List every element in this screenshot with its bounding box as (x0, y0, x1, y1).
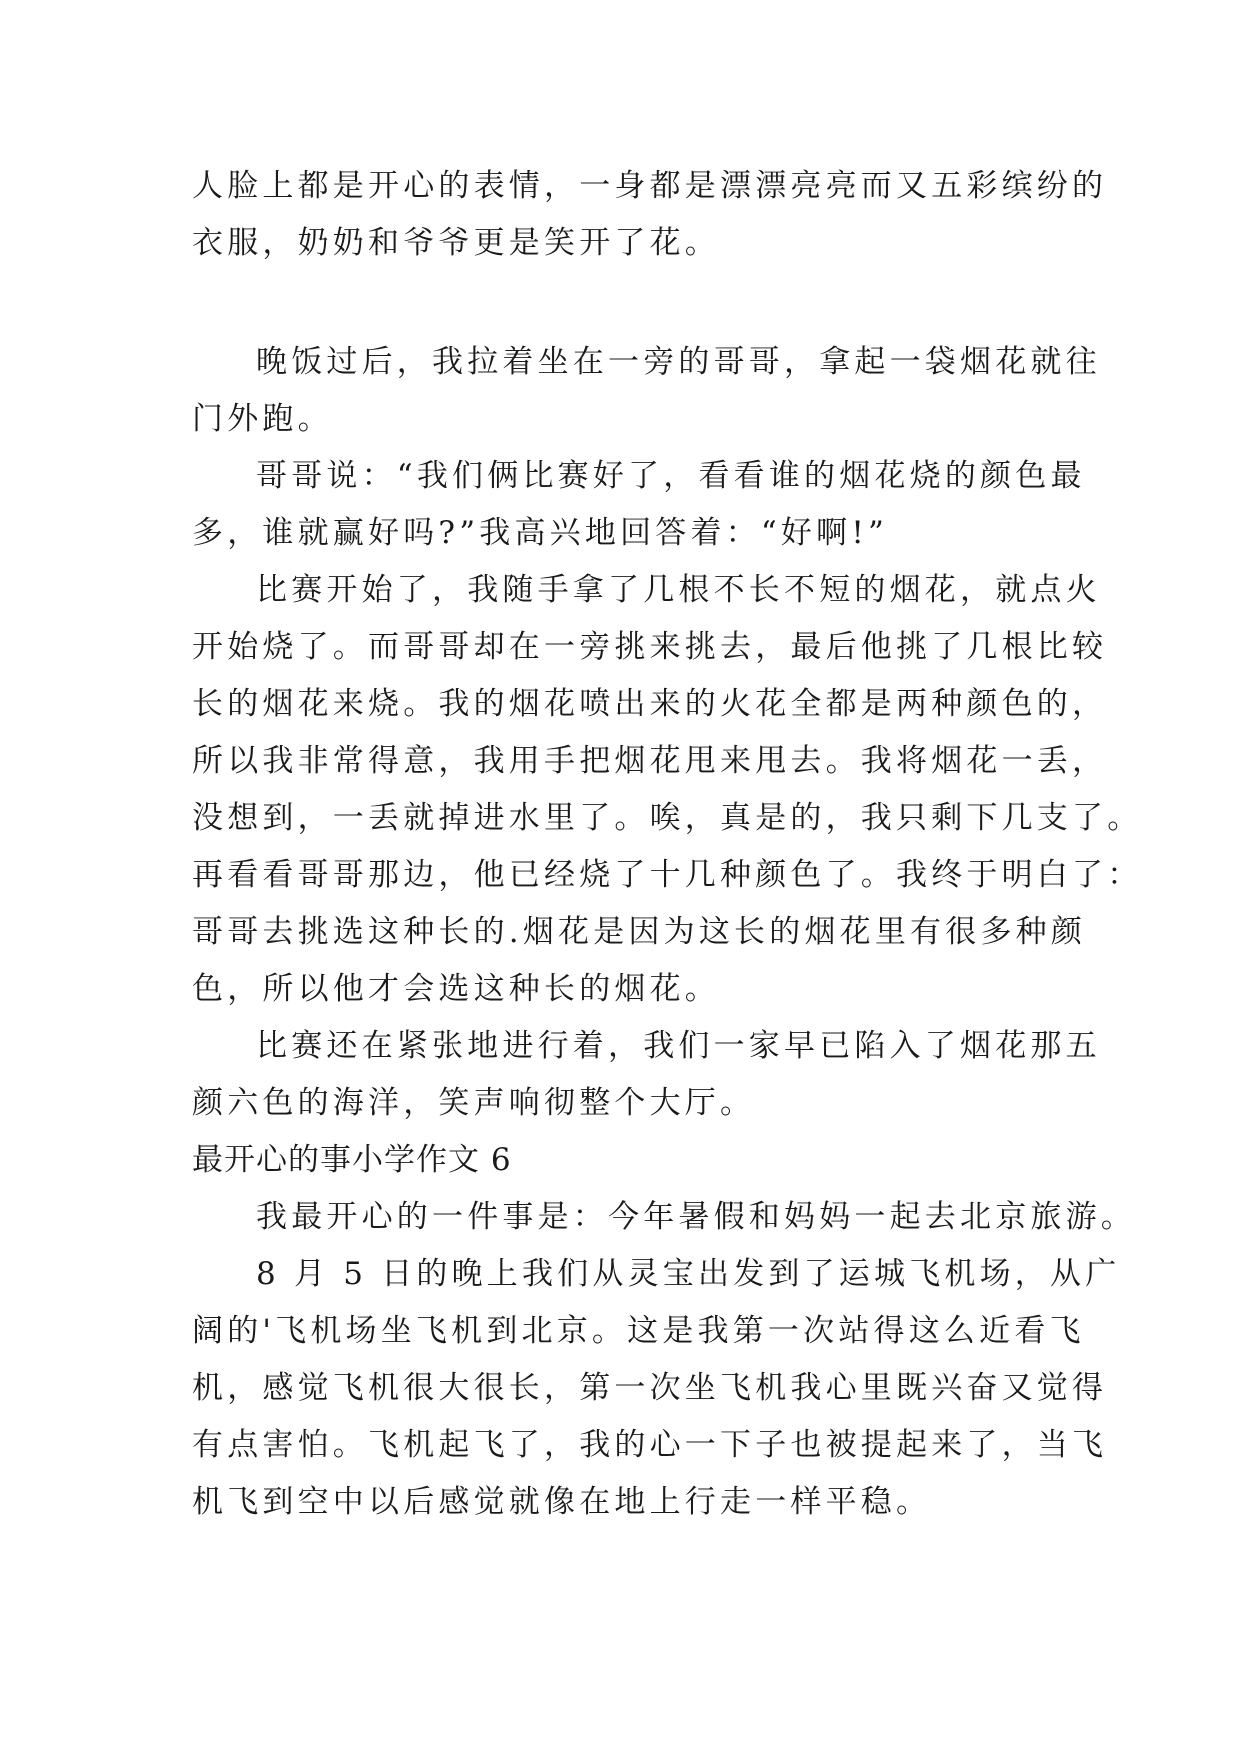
text-line: 多，谁就赢好吗?”我高兴地回答着：“好啊!” (192, 515, 889, 551)
text-line: 阔的'飞机场坐飞机到北京。这是我第一次站得这么近看飞 (192, 1313, 1085, 1349)
text-line: 颜六色的海洋，笑声响彻整个大厅。 (192, 1085, 756, 1121)
text-line: 再看看哥哥那边，他已经烧了十几种颜色了。我终于明白了： (192, 857, 1143, 893)
text-line: 机飞到空中以后感觉就像在地上行走一样平稳。 (192, 1484, 932, 1520)
text-line: 色，所以他才会选这种长的烟花。 (192, 971, 720, 1007)
text-line: 哥哥去挑选这种长的.烟花是因为这长的烟花里有很多种颜 (192, 914, 1087, 950)
text-line: 门外跑。 (192, 401, 333, 437)
text-line: 8 月 5 日的晚上我们从灵宝出发到了运城飞机场，从广 (256, 1256, 1121, 1292)
text-line: 机，感觉飞机很大很长，第一次坐飞机我心里既兴奋又觉得 (192, 1370, 1108, 1406)
text-line: 比赛还在紧张地进行着，我们一家早已陷入了烟花那五 (256, 1028, 1101, 1064)
text-line: 晚饭过后，我拉着坐在一旁的哥哥，拿起一袋烟花就往 (256, 344, 1101, 380)
document-page (192, 158, 1143, 1531)
text-line: 没想到，一丢就掉进水里了。唉，真是的，我只剩下几支了。 (192, 800, 1143, 836)
text-line: 哥哥说：“我们俩比赛好了，看看谁的烟花烧的颜色最 (256, 458, 1086, 494)
text-line: 所以我非常得意，我用手把烟花甩来甩去。我将烟花一丢， (192, 743, 1108, 779)
text-line: 我最开心的一件事是：今年暑假和妈妈一起去北京旅游。 (256, 1199, 1136, 1235)
text-line: 比赛开始了，我随手拿了几根不长不短的烟花，就点火 (256, 572, 1101, 608)
text-line: 衣服，奶奶和爷爷更是笑开了花。 (192, 225, 720, 261)
section-heading: 最开心的事小学作文 6 (192, 1142, 512, 1178)
text-line: 人脸上都是开心的表情，一身都是漂漂亮亮而又五彩缤纷的 (192, 168, 1108, 204)
paragraph-gap (192, 272, 1072, 334)
text-line: 有点害怕。飞机起飞了，我的心一下子也被提起来了，当飞 (192, 1427, 1108, 1463)
text-line: 长的烟花来烧。我的烟花喷出来的火花全都是两种颜色的， (192, 686, 1108, 722)
text-line: 开始烧了。而哥哥却在一旁挑来挑去，最后他挑了几根比较 (192, 629, 1108, 665)
